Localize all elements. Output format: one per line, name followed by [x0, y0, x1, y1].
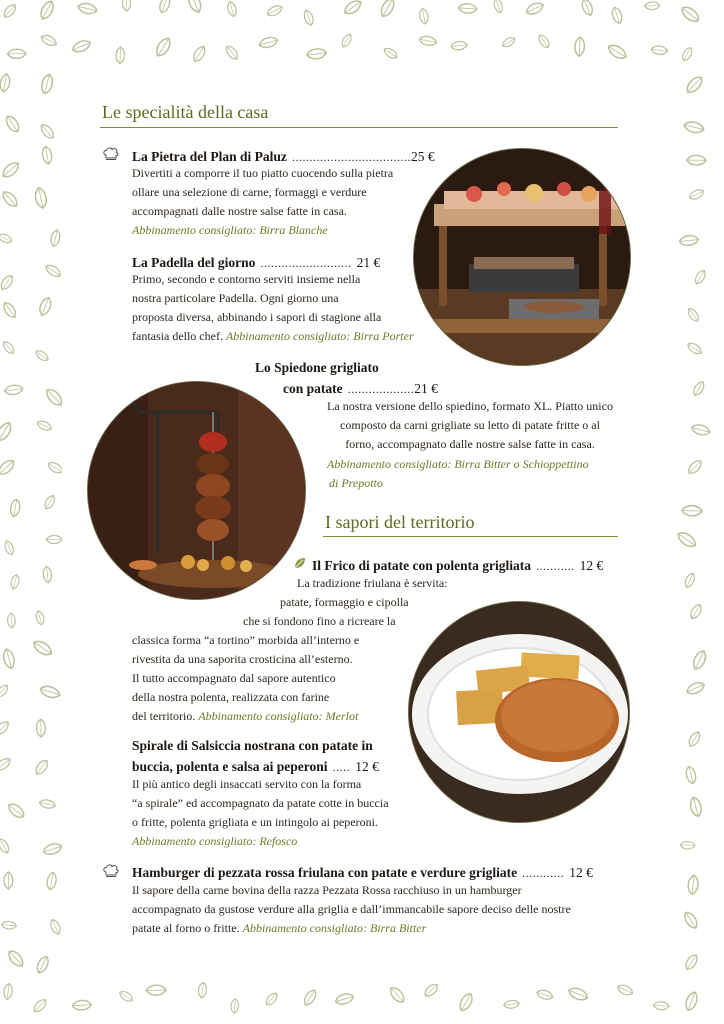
- pattern-leaf: [35, 610, 46, 626]
- dish-name: La Padella del giorno: [132, 255, 256, 270]
- pairing-line: di Prepotto: [329, 476, 383, 490]
- pairing-suggestion: Abbinamento consigliato: Birra Porter: [225, 329, 414, 343]
- dish-spirale-price-line: [132, 756, 379, 775]
- pattern-leaf: [0, 73, 11, 93]
- dish-spiedone-price-line: [283, 378, 438, 397]
- pattern-leaf: [154, 36, 174, 59]
- pattern-leaf: [0, 160, 21, 180]
- price-leader: ..................................: [291, 150, 411, 164]
- description-line: patate, formaggio e cipolla: [280, 595, 409, 609]
- dish-price: 21 €: [414, 381, 438, 396]
- description-line: nostra particolare Padella. Ogni giorno una: [132, 291, 339, 305]
- pattern-leaf: [693, 268, 707, 285]
- pattern-leaf: [116, 47, 125, 64]
- pattern-leaf: [302, 988, 319, 1007]
- description-line: [132, 707, 358, 726]
- dish-frico: [312, 555, 603, 574]
- pattern-leaf: [450, 41, 467, 51]
- pattern-leaf: [687, 875, 699, 895]
- pattern-leaf: [264, 991, 280, 1007]
- pattern-leaf: [685, 680, 706, 696]
- pattern-leaf: [687, 155, 706, 165]
- pattern-leaf: [382, 46, 399, 61]
- dish-hamburger: [132, 862, 593, 881]
- dish-description: [132, 881, 622, 938]
- photo-frico: [408, 601, 630, 823]
- pattern-leaf: [33, 758, 50, 777]
- pattern-leaf: [4, 872, 13, 889]
- pattern-leaf: [683, 572, 697, 590]
- pattern-leaf: [302, 9, 315, 27]
- pattern-leaf: [10, 574, 21, 590]
- pairing-line: Abbinamento consigliato: Birra Bitter o Schioppettino: [327, 457, 589, 471]
- pattern-leaf: [2, 648, 17, 670]
- pattern-leaf: [653, 1001, 669, 1010]
- pattern-leaf: [536, 988, 554, 1001]
- pattern-leaf: [651, 45, 668, 55]
- pattern-leaf: [492, 0, 504, 14]
- pattern-leaf: [0, 273, 15, 292]
- pattern-leaf: [44, 263, 63, 280]
- section-title-sapori: I sapori del territorio: [325, 512, 475, 532]
- description-line: [132, 919, 622, 938]
- pattern-leaf: [1, 340, 16, 356]
- pattern-leaf: [691, 380, 706, 398]
- pattern-leaf: [42, 566, 52, 583]
- dish-description: [132, 164, 422, 240]
- pattern-leaf: [342, 0, 363, 17]
- pattern-leaf: [684, 74, 705, 95]
- dish-price: 12 €: [355, 759, 379, 774]
- pattern-leaf: [41, 146, 53, 165]
- pattern-leaf: [39, 122, 57, 140]
- pattern-leaf: [644, 2, 660, 10]
- price-leader: ...........: [536, 559, 575, 573]
- dish-price: 12 €: [569, 865, 593, 880]
- description-line: classica forma “a tortino” morbida all’interno e: [132, 633, 360, 647]
- pattern-leaf: [675, 530, 698, 550]
- dish-price: 21 €: [356, 255, 381, 270]
- pattern-leaf: [191, 44, 207, 63]
- pattern-leaf: [457, 991, 475, 1012]
- description-line: della nostra polenta, realizzata con farine: [132, 690, 330, 704]
- photo-pietra: [410, 148, 631, 366]
- photo-spiedone: [87, 381, 306, 600]
- skewer-illustration: [88, 382, 306, 600]
- pattern-leaf: [0, 837, 11, 855]
- pattern-leaf: [258, 35, 279, 49]
- pattern-leaf: [0, 756, 12, 772]
- pattern-leaf: [0, 683, 10, 699]
- dish-name: Spirale di Salsiccia nostrana con patate in: [132, 738, 373, 753]
- dish-description: [300, 397, 640, 454]
- pattern-leaf: [1, 921, 17, 930]
- pattern-leaf: [77, 2, 98, 16]
- grill-stone-illustration: [414, 149, 631, 366]
- pattern-leaf: [40, 73, 55, 95]
- description-text: fantasia dello chef.: [132, 329, 223, 343]
- pattern-leaf: [616, 983, 634, 997]
- pattern-leaf: [122, 0, 130, 11]
- pattern-leaf: [1, 300, 18, 319]
- pattern-leaf: [230, 998, 239, 1013]
- price-leader: ............: [522, 866, 565, 880]
- pattern-leaf: [40, 33, 59, 48]
- description-line: Il più antico degli insaccati servito con la forma: [132, 777, 362, 791]
- pattern-leaf: [683, 120, 705, 134]
- pattern-leaf: [42, 842, 63, 857]
- description-text: patate al forno o fritte.: [132, 921, 240, 935]
- dish-price: 12 €: [579, 558, 604, 573]
- description-line: composto da carni grigliate su letto di patate fritte o al: [340, 418, 600, 432]
- pattern-leaf: [567, 986, 590, 1003]
- pattern-leaf: [690, 423, 711, 437]
- pattern-leaf: [37, 296, 53, 317]
- pattern-leaf: [7, 613, 15, 628]
- pattern-leaf: [4, 384, 23, 395]
- pattern-leaf: [46, 872, 58, 891]
- dish-pietra: [132, 146, 442, 165]
- description-line: forno, accompagnato dalle nostre salse fatte in casa.: [345, 437, 595, 451]
- dish-name: Hamburger di pezzata rossa friulana con patate e verdure grigliate: [132, 865, 518, 880]
- pattern-leaf: [685, 765, 698, 784]
- price-leader: ...................: [347, 382, 415, 396]
- pattern-leaf: [4, 114, 22, 135]
- description-line: Il sapore della carne bovina della razza Pezzata Rossa racchiuso in un hamburger: [132, 883, 522, 897]
- pattern-leaf: [3, 983, 13, 1000]
- pattern-leaf: [306, 48, 327, 60]
- pattern-leaf: [378, 0, 397, 19]
- pattern-leaf: [3, 540, 15, 557]
- pattern-leaf: [36, 419, 53, 433]
- pattern-leaf: [38, 0, 56, 21]
- pattern-leaf: [39, 684, 62, 700]
- pairing-suggestion: Abbinamento consigliato: Merlot: [198, 709, 359, 723]
- pattern-leaf: [687, 730, 703, 748]
- description-line: Il tutto accompagnato dal sapore autentico: [132, 671, 336, 685]
- pattern-leaf: [198, 982, 207, 998]
- pattern-leaf: [689, 796, 704, 818]
- dish-price: 25 €: [410, 149, 435, 164]
- pattern-leaf: [8, 49, 27, 59]
- pairing-suggestion: Abbinamento consigliato: Birra Bitter: [242, 921, 427, 935]
- description-line: [132, 327, 412, 346]
- dish-name: Il Frico di patate con polenta grigliata: [312, 558, 531, 573]
- chef-hat-icon: [103, 864, 119, 878]
- description-line: o fritte, polenta grigliata e un intingolo ai peperoni.: [132, 815, 378, 829]
- pairing-suggestion: [327, 455, 589, 493]
- pattern-leaf: [46, 535, 62, 543]
- pattern-leaf: [71, 38, 92, 54]
- pattern-leaf: [146, 985, 166, 995]
- dish-name: con patate: [283, 381, 343, 396]
- pattern-leaf: [688, 603, 704, 621]
- pattern-leaf: [683, 953, 700, 972]
- pattern-leaf: [686, 458, 704, 476]
- dish-description: [132, 270, 412, 346]
- pattern-leaf: [0, 719, 11, 737]
- dish-padella: [132, 252, 402, 271]
- dish-description: [132, 775, 422, 851]
- dish-name: buccia, polenta e salsa ai peperoni: [132, 759, 328, 774]
- pattern-leaf: [679, 235, 699, 247]
- pattern-leaf: [418, 8, 429, 25]
- pattern-leaf: [606, 42, 629, 61]
- pattern-leaf: [266, 3, 284, 18]
- description-line: “a spirale” ed accompagnato da patate cotte in buccia: [132, 796, 389, 810]
- price-leader: .....: [332, 760, 351, 774]
- pattern-leaf: [334, 992, 355, 1006]
- pattern-leaf: [36, 719, 45, 737]
- leaf-icon: [293, 556, 307, 570]
- pattern-leaf: [686, 341, 704, 356]
- description-line: La tradizione friulana è servita:: [297, 576, 448, 590]
- description-line: proposta diversa, abbinando i sapori di stagione alla: [132, 310, 382, 324]
- description-line: rivestita da una saporita crosticina all’esterno.: [132, 652, 353, 666]
- description-line: ollare una selezione di carne, formaggi e verdure: [132, 185, 367, 199]
- pattern-leaf: [680, 46, 694, 63]
- pattern-leaf: [458, 3, 477, 13]
- pattern-leaf: [0, 232, 13, 244]
- pattern-leaf: [580, 0, 595, 17]
- pattern-leaf: [39, 799, 56, 810]
- pattern-leaf: [388, 985, 407, 1005]
- pattern-leaf: [34, 187, 48, 209]
- section-title-specialita: Le specialità della casa: [102, 102, 269, 122]
- pattern-leaf: [688, 188, 705, 202]
- pattern-leaf: [118, 989, 135, 1003]
- pattern-leaf: [680, 841, 695, 849]
- pattern-leaf: [679, 4, 701, 25]
- pattern-leaf: [524, 1, 545, 17]
- pattern-leaf: [537, 33, 552, 50]
- pattern-leaf: [682, 505, 702, 516]
- description-line: che si fondono fino a ricreare la: [243, 614, 396, 628]
- pattern-leaf: [49, 918, 63, 936]
- pattern-leaf: [691, 649, 709, 672]
- pattern-leaf: [0, 420, 14, 443]
- pairing-suggestion: Abbinamento consigliato: Refosco: [132, 834, 298, 848]
- pattern-leaf: [6, 801, 27, 820]
- pattern-leaf: [503, 999, 519, 1009]
- pattern-leaf: [9, 498, 21, 517]
- pattern-leaf: [31, 638, 54, 658]
- pairing-suggestion: Abbinamento consigliato: Birra Blanche: [132, 223, 328, 237]
- description-line: Divertiti a comporre il tuo piatto cuocendo sulla pietra: [132, 166, 394, 180]
- pattern-leaf: [422, 982, 440, 999]
- pattern-leaf: [0, 458, 17, 478]
- pattern-leaf: [34, 348, 50, 363]
- section-rule: [100, 127, 618, 128]
- description-text: del territorio.: [132, 709, 196, 723]
- pattern-leaf: [2, 2, 19, 19]
- price-leader: ..........................: [260, 256, 352, 270]
- pattern-leaf: [49, 229, 61, 247]
- dish-name: Lo Spiedone grigliato: [255, 360, 379, 375]
- pattern-leaf: [157, 0, 172, 14]
- pattern-leaf: [186, 0, 203, 14]
- pattern-leaf: [686, 307, 701, 324]
- pattern-leaf: [226, 1, 238, 18]
- pattern-leaf: [419, 35, 438, 47]
- description-line: Primo, secondo e contorno serviti insieme nella: [132, 272, 361, 286]
- pattern-leaf: [0, 189, 20, 209]
- description-line: accompagnato da gustose verdure alla griglia e dall’immancabile sapore deciso delle nostre: [132, 902, 571, 916]
- pattern-leaf: [224, 44, 240, 62]
- frico-illustration: [409, 602, 630, 823]
- pattern-leaf: [682, 910, 700, 931]
- description-line: accompagnati dalle nostre salse fatte in casa.: [132, 204, 347, 218]
- pattern-leaf: [574, 37, 585, 57]
- pattern-leaf: [35, 955, 51, 975]
- pattern-leaf: [43, 494, 57, 511]
- chef-hat-icon: [103, 147, 119, 161]
- section-rule: [323, 536, 618, 537]
- pattern-leaf: [32, 997, 49, 1014]
- pattern-leaf: [683, 990, 699, 1012]
- pattern-leaf: [610, 6, 623, 25]
- pattern-leaf: [501, 35, 517, 49]
- description-line: La nostra versione dello spiedino, formato XL. Piatto unico: [327, 399, 613, 413]
- pattern-leaf: [340, 32, 353, 48]
- pattern-leaf: [72, 1000, 92, 1011]
- dish-name: La Pietra del Plan di Paluz: [132, 149, 287, 164]
- pattern-leaf: [6, 948, 26, 969]
